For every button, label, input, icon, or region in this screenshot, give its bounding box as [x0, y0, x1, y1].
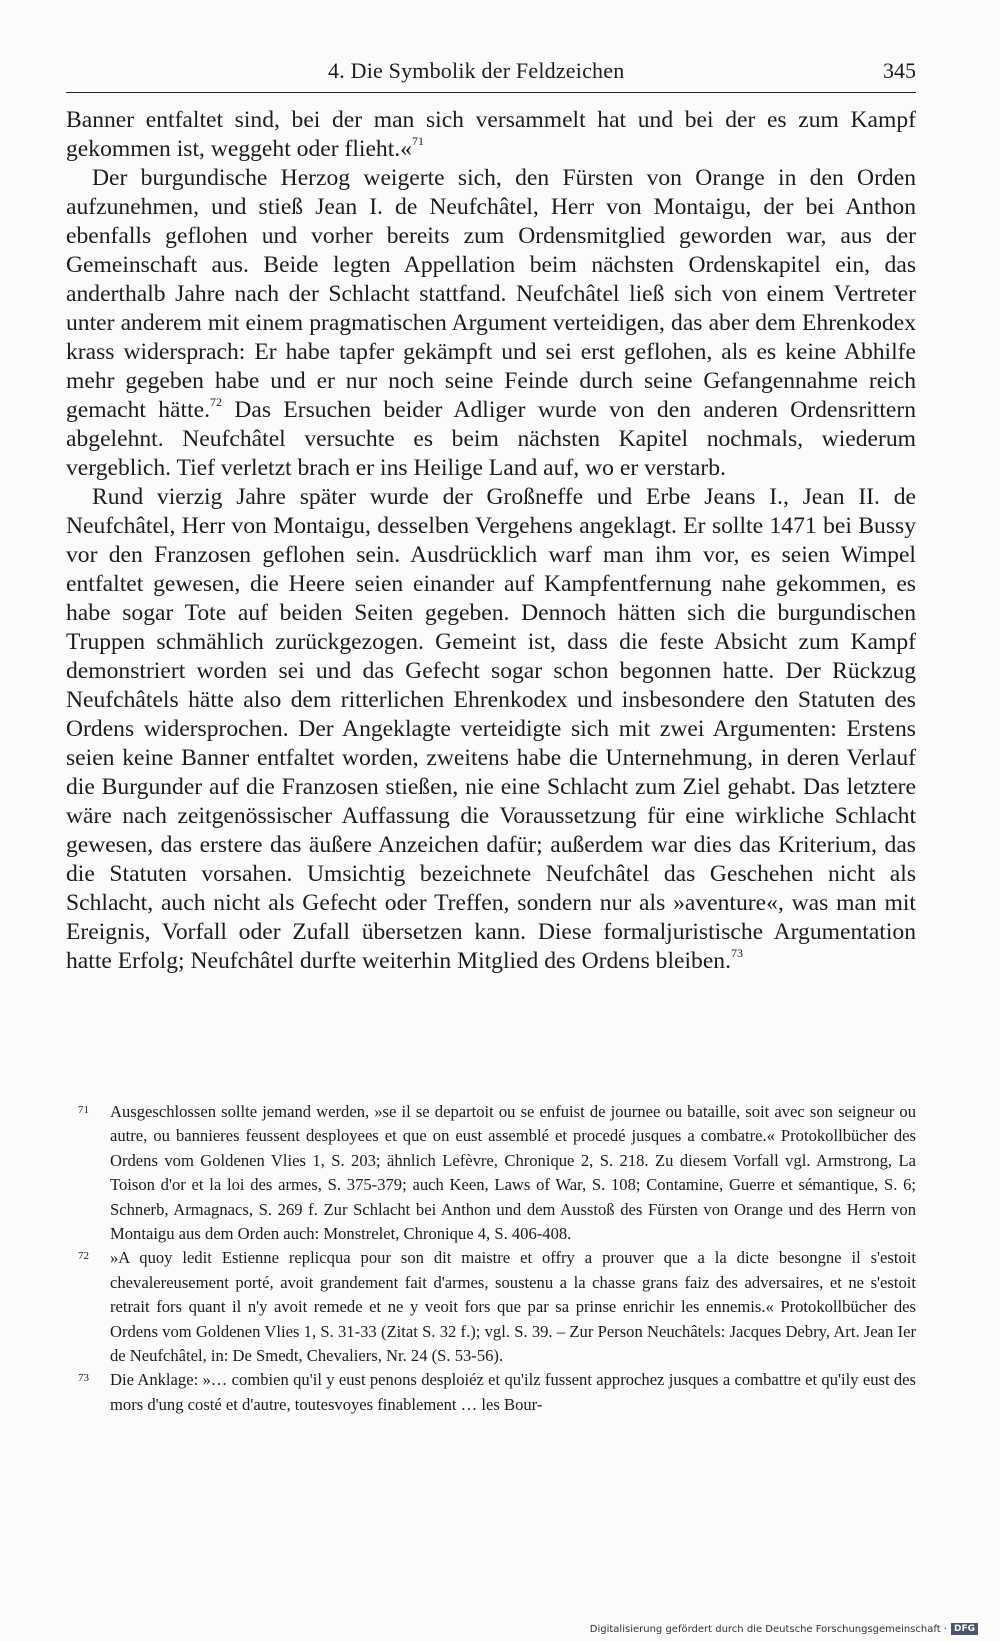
- page-number: 345: [883, 58, 916, 83]
- dfg-logo: DFG: [951, 1623, 978, 1635]
- paragraph-1-text: Banner entfaltet sind, bei der man sich versammelt hat und bei der es zum Kampf gekommen ist, weggeht oder flieht.«: [66, 107, 916, 162]
- running-title: 4. Die Symbolik der Feldzeichen: [328, 58, 625, 83]
- paragraph-2-text-a: Der burgundische Herzog weigerte sich, den Fürsten von Orange in den Orden aufzunehmen, und stieß Jean I. de Neufchâtel, Herr von Montaigu, der bei Anthon ebenfalls geflohen und vorher bereits zum Ordensmitglied geworden war, aus der Gemeinschaft aus. Beide legten Appellation beim nächsten Ordenskapitel ein, das anderthalb Jahre nach der Schlacht stattfand. Neufchâtel ließ sich von einem Vertreter unter anderem mit einem pragmatischen Argument verteidigen, das aber dem Ehrenkodex krass widersprach: Er habe tapfer gekämpft und sei erst geflohen, als es keine Abhilfe mehr gegeben habe und er nur noch seine Feinde durch seine Gefangennahme reich gemacht hätte.: [66, 165, 916, 423]
- paragraph-3: [66, 483, 916, 976]
- footnote-mark: 71: [78, 1104, 89, 1116]
- paragraph-2-text-b: Das Ersuchen beider Adliger wurde von den anderen Ordensrittern abgelehnt. Neufchâtel versuchte es beim nächsten Kapitel nochmals, wiederum vergeblich. Tief verletzt brach er ins Heilige Land auf, wo er verstarb.: [66, 397, 916, 481]
- paragraph-2: [66, 164, 916, 483]
- page-header: [66, 58, 916, 93]
- digitization-credit: [590, 1623, 978, 1635]
- footnote-ref-71[interactable]: 71: [411, 134, 424, 148]
- footnote-mark: 72: [78, 1250, 89, 1263]
- footnote-71: [66, 1100, 916, 1246]
- footnote-72: [66, 1246, 916, 1368]
- footnote-mark: 73: [78, 1372, 89, 1385]
- paragraph-1: [66, 106, 916, 164]
- footnote-ref-73[interactable]: 73: [731, 946, 743, 960]
- paragraph-3-text: Rund vierzig Jahre später wurde der Großneffe und Erbe Jeans I., Jean II. de Neufchâtel, Herr von Montaigu, desselben Vergehens angeklagt. Er sollte 1471 bei Bussy vor den Franzosen geflohen sein. Ausdrücklich warf man ihm vor, es seien Wimpel entfaltet gewesen, die Heere seien einander auf Kampfentfernung nahe gekommen, es habe sogar Tote auf beiden Seiten gegeben. Dennoch hätten sich die burgundischen Truppen schmählich zurückgezogen. Gemeint ist, dass die feste Absicht zum Kampf demonstriert worden sei und das Gefecht sogar schon begonnen hatte. Der Rückzug Neufchâtels hätte also dem ritterlichen Ehrenkodex und insbesondere den Statuten des Ordens widersprochen. Der Angeklagte verteidigte sich mit zwei Argumenten: Erstens seien keine Banner entfaltet worden, zweitens habe die Unternehmung, in deren Verlauf die Burgunder auf die Franzosen stießen, nie eine Schlacht zum Ziel gehabt. Das letztere wäre nach zeitgenössischer Auffassung die Voraussetzung für eine wirkliche Schlacht gewesen, das erstere das äußere Anzeichen dafür; außerdem war dies das Kriterium, das die Statuten vorsahen. Umsichtig bezeichnete Neufchâtel das Geschehen nicht als Schlacht, auch nicht als Gefecht oder Treffen, sondern nur als »aventure«, was man mit Ereignis, Vorfall oder Zufall übersetzen kann. Diese formaljuristische Argumentation hatte Erfolg; Neufchâtel durfte weiterhin Mitglied des Ordens bleiben.: [66, 484, 916, 974]
- footnotes: [66, 1100, 916, 1417]
- footnote-text: Ausgeschlossen sollte jemand werden, »se il se departoit ou se enfuist de journee ou bataille, soit avec son seigneur ou autre, ou bannieres feussent desployees et que on eust assemblé et procedé jusques a combatre.« Protokollbücher des Ordens vom Goldenen Vlies 1, S. 203; ähnlich Lefèvre, Chronique 2, S. 218. Zu diesem Vorfall vgl. Armstrong, La Toison d'or et la loi des armes, S. 375-379; auch Keen, Laws of War, S. 108; Contamine, Guerre et sémantique, S. 6; Schnerb, Armagnacs, S. 269 f. Zur Schlacht bei Anthon und dem Ausstoß des Fürsten von Orange und des Herrn von Montaigu aus dem Orden auch: Monstrelet, Chronique 4, S. 406-408.: [110, 1102, 916, 1244]
- footnote-73: [66, 1368, 916, 1417]
- footnote-ref-72[interactable]: 72: [210, 395, 222, 409]
- credit-text: Digitalisierung gefördert durch die Deutsche Forschungsgemeinschaft ·: [589, 1623, 947, 1635]
- footnote-text: »A quoy ledit Estienne replicqua pour son dit maistre et offry a prouver que a la dicte besongne il s'estoit chevalereusement porté, avoit grandement fait d'armes, soustenu a la chasse grans faiz des adversaires, et ne s'estoit retrait fors quant il n'y avoit remede et ne y veoit fors que par sa prinse enrichir les ennemis.« Protokollbücher des Ordens vom Goldenen Vlies 1, S. 31-33 (Zitat S. 32 f.); vgl. S. 39. – Zur Person Neuchâtels: Jacques Debry, Art. Jean Ier de Neufchâtel, in: De Smedt, Chevaliers, Nr. 24 (S. 53-56).: [110, 1248, 916, 1366]
- footnote-text: Die Anklage: »… combien qu'il y eust penons desploiéz et qu'ilz fussent approchez jusques a combattre et qu'ily eust des mors d'ung costé et d'autre, toutesvoyes finablement … les Bour-: [110, 1370, 916, 1414]
- main-text: [66, 106, 916, 976]
